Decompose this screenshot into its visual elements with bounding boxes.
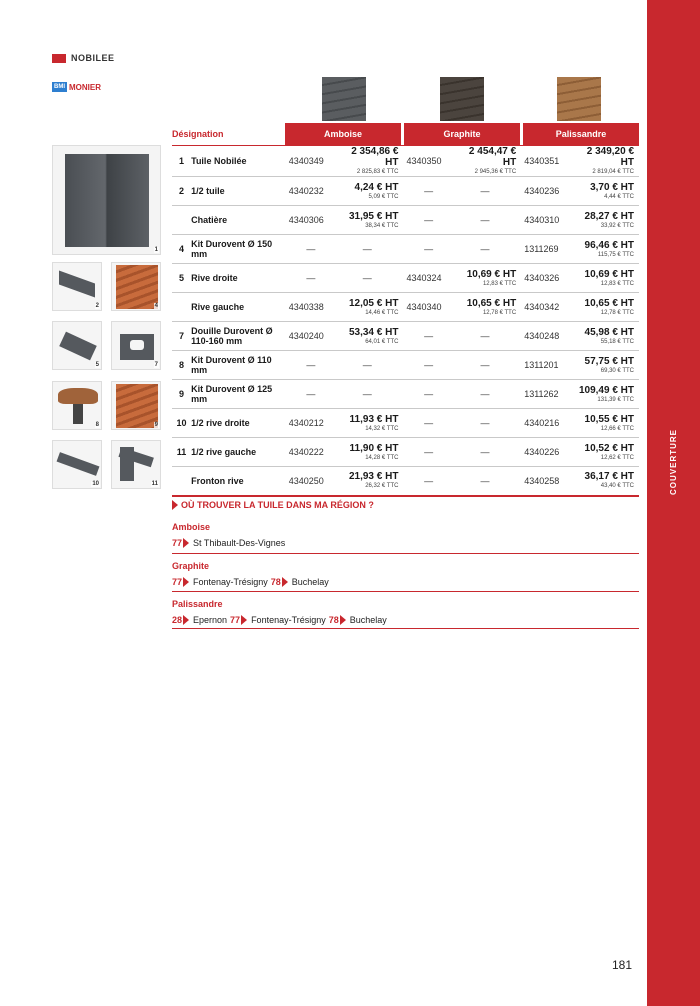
price-ttc: 115,75 € TTC: [597, 251, 634, 258]
ref-code: —: [424, 389, 434, 399]
price-cell: [454, 438, 521, 467]
ref-code: —: [424, 331, 434, 341]
price-ttc: 14,32 € TTC: [365, 425, 399, 432]
price-ht: 2 354,86 € HT: [351, 146, 399, 168]
ref-cell: [403, 380, 453, 409]
table-row: [172, 409, 639, 438]
price-ht: 21,93 € HT: [348, 471, 399, 483]
vent-image: [58, 388, 98, 404]
ref-code: 1311201: [524, 360, 559, 370]
region-title: Amboise: [172, 522, 211, 532]
row-designation: Kit Durovent Ø 125 mm: [189, 380, 286, 409]
ref-cell: [403, 235, 453, 264]
price-ttc: 12,78 € TTC: [482, 309, 517, 316]
price-dash: —: [480, 331, 490, 341]
ref-code: —: [306, 389, 316, 399]
price-ttc: 12,83 € TTC: [600, 280, 634, 287]
row-number: 9: [172, 380, 189, 409]
row-designation: Rive gauche: [189, 293, 286, 322]
price-cell: [572, 380, 640, 409]
price-ttc: 2 825,83 € TTC: [356, 169, 399, 175]
price-ht: 109,49 € HT: [578, 384, 634, 396]
price-ht: 2 454,47 € HT: [468, 146, 517, 168]
price-cell: [454, 235, 521, 264]
store-list: [172, 615, 390, 625]
price-ht: 96,46 € HT: [584, 239, 634, 251]
price-ttc: 2 819,04 € TTC: [592, 169, 634, 175]
ref-cell: [286, 380, 336, 409]
price-cell: [572, 146, 640, 177]
price-ht: 12,05 € HT: [348, 297, 399, 309]
price-cell: [336, 264, 403, 293]
ref-cell: [521, 264, 571, 293]
price-cell: [454, 380, 521, 409]
row-number: 1: [172, 146, 189, 177]
row-number: 8: [172, 351, 189, 380]
table-row: [172, 293, 639, 322]
price-ttc: 2 945,36 € TTC: [474, 169, 517, 175]
ref-code: 4340306: [288, 215, 324, 225]
price-ht: 10,52 € HT: [584, 442, 634, 454]
ref-code: 4340258: [524, 475, 560, 486]
photo-durovent-150: [111, 262, 161, 311]
row-designation: Kit Durovent Ø 110 mm: [189, 351, 286, 380]
tile-image: [65, 154, 149, 247]
ref-cell: [286, 293, 336, 322]
ref-code: 4340212: [288, 418, 324, 428]
price-ttc: 43,40 € TTC: [600, 483, 634, 490]
arrow-icon: [183, 577, 189, 587]
price-cell: [454, 177, 521, 206]
brand-name: NOBILEE: [71, 53, 115, 63]
ref-cell: [521, 235, 571, 264]
table-row: [172, 146, 639, 177]
price-ttc: 12,62 € TTC: [600, 454, 634, 461]
photo-badge: 7: [154, 362, 158, 368]
price-cell: [336, 322, 403, 351]
ref-code: —: [424, 244, 434, 254]
price-cell: [454, 467, 521, 496]
ref-code: —: [424, 418, 434, 428]
ref-cell: [521, 409, 571, 438]
ref-code: —: [424, 186, 434, 196]
price-ht: 10,55 € HT: [584, 413, 634, 425]
price-cell: [336, 351, 403, 380]
table-row: [172, 177, 639, 206]
vent-pipe: [73, 404, 83, 424]
price-cell: [454, 409, 521, 438]
ref-code: —: [306, 273, 316, 283]
price-ht: 10,69 € HT: [584, 268, 634, 280]
ref-cell: [286, 177, 336, 206]
price-cell: [572, 235, 640, 264]
row-number: [172, 467, 189, 496]
price-cell: [454, 322, 521, 351]
ref-code: 1311262: [524, 389, 559, 399]
row-designation: Fronton rive: [189, 467, 286, 496]
swatch-graphite: [440, 77, 484, 121]
table-row: [172, 235, 639, 264]
ref-cell: [521, 467, 571, 496]
photo-half-rive-droite: [52, 440, 102, 489]
swatch-palissandre: [557, 77, 601, 121]
col-header-graphite: Graphite: [404, 123, 520, 145]
dept-number: 77: [230, 615, 241, 625]
ref-cell: [403, 146, 453, 177]
price-cell: [572, 177, 640, 206]
price-cell: [336, 293, 403, 322]
ref-cell: [286, 322, 336, 351]
row-number: 5: [172, 264, 189, 293]
price-ht: 4,24 € HT: [354, 181, 399, 193]
douille-hole: [130, 340, 144, 350]
table-row: [172, 438, 639, 467]
product-photo-tile: [52, 145, 161, 255]
dept-number: 77: [172, 538, 183, 548]
ref-cell: [286, 206, 336, 235]
price-cell: [572, 409, 640, 438]
arrow-icon: [183, 615, 189, 625]
photo-badge: 2: [95, 303, 99, 309]
ref-cell: [286, 438, 336, 467]
ref-cell: [521, 177, 571, 206]
ref-code: 4340340: [406, 302, 442, 312]
ref-code: 4340338: [288, 302, 324, 312]
region-title: Graphite: [172, 561, 210, 571]
row-designation: Rive droite: [189, 264, 286, 293]
row-designation: Douille Durovent Ø 110-160 mm: [189, 322, 286, 351]
ref-cell: [521, 293, 571, 322]
row-number: [172, 206, 189, 235]
price-cell: [572, 467, 640, 496]
ref-code: 4340250: [288, 475, 324, 486]
roof-image: [116, 265, 158, 309]
ref-code: 4340236: [524, 186, 560, 196]
price-ht: 2 349,20 € HT: [586, 146, 634, 168]
ref-cell: [286, 146, 336, 177]
arrow-icon: [183, 538, 189, 548]
price-ttc: 12,78 € TTC: [600, 309, 634, 316]
photo-badge: 1: [154, 247, 158, 253]
price-ttc: 14,28 € TTC: [365, 454, 399, 461]
photo-durovent-125: [111, 381, 161, 430]
ref-cell: [286, 409, 336, 438]
price-ttc: 131,39 € TTC: [597, 396, 634, 403]
swatch-amboise: [322, 77, 366, 121]
ref-cell: [286, 264, 336, 293]
ref-code: 4340350: [406, 156, 442, 166]
ref-code: 4340351: [524, 156, 560, 166]
region-block-amboise: [172, 516, 639, 554]
price-ht: 11,90 € HT: [349, 442, 399, 454]
price-table: [172, 146, 639, 497]
ref-cell: [403, 264, 453, 293]
arrow-icon: [172, 500, 178, 510]
price-ht: 10,65 € HT: [584, 297, 634, 309]
photo-badge: 4: [154, 303, 158, 309]
price-cell: [336, 235, 403, 264]
price-dash: —: [480, 244, 490, 254]
price-ht: 28,27 € HT: [584, 210, 634, 222]
photo-badge: 8: [95, 422, 99, 428]
town-name[interactable]: Epernon: [193, 615, 228, 625]
photo-badge: 9: [154, 422, 158, 428]
region-title: Palissandre: [172, 599, 223, 609]
price-cell: [572, 322, 640, 351]
price-ht: 57,75 € HT: [584, 355, 634, 367]
designation-header: Désignation: [172, 129, 224, 139]
ref-code: 4340324: [406, 273, 442, 283]
price-ttc: 12,66 € TTC: [600, 425, 634, 432]
ref-cell: [403, 322, 453, 351]
table-row: [172, 264, 639, 293]
dept-number: 77: [172, 577, 183, 587]
ref-cell: [403, 206, 453, 235]
half-rive-image: [57, 452, 100, 476]
row-designation: 1/2 rive droite: [189, 409, 286, 438]
ref-code: 4340248: [524, 331, 560, 341]
rive-image: [59, 332, 97, 361]
table-row: [172, 467, 639, 496]
price-ttc: 69,30 € TTC: [600, 367, 634, 374]
store-list: [172, 538, 288, 548]
price-dash: —: [480, 186, 490, 196]
table-row: [172, 380, 639, 409]
row-designation: Tuile Nobilée: [189, 146, 286, 177]
half-tile-image: [59, 270, 95, 297]
ref-cell: [286, 351, 336, 380]
photo-badge: 5: [95, 362, 99, 368]
logo-box: BMI: [54, 84, 65, 90]
price-dash: —: [480, 389, 490, 399]
ref-code: 1311269: [524, 244, 559, 254]
bmi-monier-logo: [52, 82, 101, 92]
ref-cell: [403, 467, 453, 496]
region-block-graphite: [172, 555, 639, 592]
ref-code: —: [306, 244, 316, 254]
photo-badge: 11: [151, 481, 158, 487]
store-list: [172, 577, 332, 587]
ref-cell: [521, 322, 571, 351]
ref-code: —: [424, 475, 434, 486]
ref-cell: [286, 235, 336, 264]
price-dash: —: [480, 475, 490, 486]
brand-header: [52, 53, 115, 63]
region-block-palissandre: [172, 593, 639, 629]
row-designation: Kit Durovent Ø 150 mm: [189, 235, 286, 264]
ref-code: —: [424, 215, 434, 225]
price-ttc: 38,34 € TTC: [365, 222, 399, 229]
ref-code: 4340226: [524, 447, 560, 457]
price-cell: [336, 467, 403, 496]
price-cell: [572, 438, 640, 467]
price-cell: [454, 293, 521, 322]
price-ht: 36,17 € HT: [584, 471, 634, 483]
ref-code: 4340326: [524, 273, 560, 283]
price-cell: [454, 351, 521, 380]
ref-cell: [521, 351, 571, 380]
town-name[interactable]: Fontenay-Trésigny: [193, 577, 268, 587]
ref-cell: [521, 438, 571, 467]
dept-number: 28: [172, 615, 183, 625]
roof-image: [116, 384, 158, 428]
price-dash: —: [480, 447, 490, 457]
row-number: 2: [172, 177, 189, 206]
price-cell: [336, 380, 403, 409]
price-ttc: 12,83 € TTC: [482, 280, 517, 287]
logo-text: MONIER: [69, 82, 101, 92]
ref-code: —: [306, 360, 316, 370]
ref-cell: [521, 206, 571, 235]
ref-code: 4340349: [288, 156, 324, 166]
photo-half-tile: [52, 262, 102, 311]
where-to-find: [172, 500, 374, 510]
photo-douille: [111, 321, 161, 370]
col-header-amboise: Amboise: [285, 123, 401, 145]
side-band: [647, 0, 700, 1006]
price-ttc: 55,18 € TTC: [600, 338, 634, 345]
price-ttc: 4,44 € TTC: [604, 193, 634, 200]
town-name[interactable]: Buchelay: [291, 577, 329, 587]
ref-cell: [403, 293, 453, 322]
row-designation: Chatière: [189, 206, 286, 235]
price-ht: 10,65 € HT: [466, 297, 517, 309]
town-name[interactable]: Buchelay: [349, 615, 387, 625]
photo-badge: 10: [92, 481, 99, 487]
price-dash: —: [480, 360, 490, 370]
ref-cell: [403, 177, 453, 206]
ref-code: 4340222: [288, 447, 324, 457]
price-ht: 11,93 € HT: [349, 413, 399, 425]
row-number: 4: [172, 235, 189, 264]
price-cell: [336, 177, 403, 206]
ref-cell: [403, 351, 453, 380]
photo-durovent-110: [52, 381, 102, 430]
row-number: 10: [172, 409, 189, 438]
price-ht: 53,34 € HT: [348, 326, 399, 338]
ref-code: 4340216: [524, 418, 560, 428]
row-designation: 1/2 rive gauche: [189, 438, 286, 467]
dept-number: 78: [328, 615, 339, 625]
arrow-icon: [241, 615, 247, 625]
ref-cell: [521, 380, 571, 409]
price-dash: —: [362, 273, 372, 283]
brand-marker: [52, 54, 66, 63]
price-ttc: 14,46 € TTC: [365, 309, 399, 316]
ref-code: —: [424, 447, 434, 457]
price-cell: [336, 146, 403, 177]
row-designation: 1/2 tuile: [189, 177, 286, 206]
page-number: 181: [612, 958, 633, 972]
price-dash: —: [480, 418, 490, 428]
price-cell: [454, 206, 521, 235]
ref-code: 4340232: [288, 186, 324, 196]
ref-code: 4340342: [524, 302, 560, 312]
ref-code: 4340310: [524, 215, 560, 225]
price-dash: —: [362, 244, 372, 254]
table-row: [172, 322, 639, 351]
row-number: 7: [172, 322, 189, 351]
price-cell: [572, 293, 640, 322]
section-label: COUVERTURE: [669, 428, 678, 495]
ref-code: 4340240: [288, 331, 324, 341]
ref-code: —: [424, 360, 434, 370]
dept-number: 78: [270, 577, 281, 587]
ref-cell: [403, 438, 453, 467]
ref-cell: [286, 467, 336, 496]
price-ttc: 26,32 € TTC: [365, 483, 399, 490]
col-header-palissandre: Palissandre: [523, 123, 639, 145]
price-ht: 3,70 € HT: [590, 181, 634, 193]
price-dash: —: [362, 389, 372, 399]
photo-half-rive-gauche: [111, 440, 161, 489]
town-name[interactable]: Fontenay-Trésigny: [251, 615, 326, 625]
row-number: 11: [172, 438, 189, 467]
table-row: [172, 206, 639, 235]
price-cell: [572, 351, 640, 380]
price-ttc: 33,92 € TTC: [600, 222, 634, 229]
price-ht: 10,69 € HT: [466, 268, 517, 280]
price-cell: [572, 206, 640, 235]
price-dash: —: [362, 360, 372, 370]
ref-cell: [521, 146, 571, 177]
price-ht: 45,98 € HT: [584, 326, 634, 338]
price-cell: [454, 146, 521, 177]
price-cell: [454, 264, 521, 293]
price-cell: [572, 264, 640, 293]
ref-cell: [403, 409, 453, 438]
arrow-icon: [282, 577, 288, 587]
town-name[interactable]: St Thibault-Des-Vignes: [193, 538, 286, 548]
arrow-icon: [340, 615, 346, 625]
price-cell: [336, 438, 403, 467]
price-ttc: 64,01 € TTC: [365, 338, 399, 345]
photo-rive-droite: [52, 321, 102, 370]
table-row: [172, 351, 639, 380]
where-title: OÙ TROUVER LA TUILE DANS MA RÉGION ?: [181, 500, 374, 510]
price-ht: 31,95 € HT: [348, 210, 399, 222]
price-dash: —: [480, 215, 490, 225]
row-number: [172, 293, 189, 322]
price-cell: [336, 206, 403, 235]
price-ttc: 5,09 € TTC: [368, 193, 399, 200]
price-cell: [336, 409, 403, 438]
